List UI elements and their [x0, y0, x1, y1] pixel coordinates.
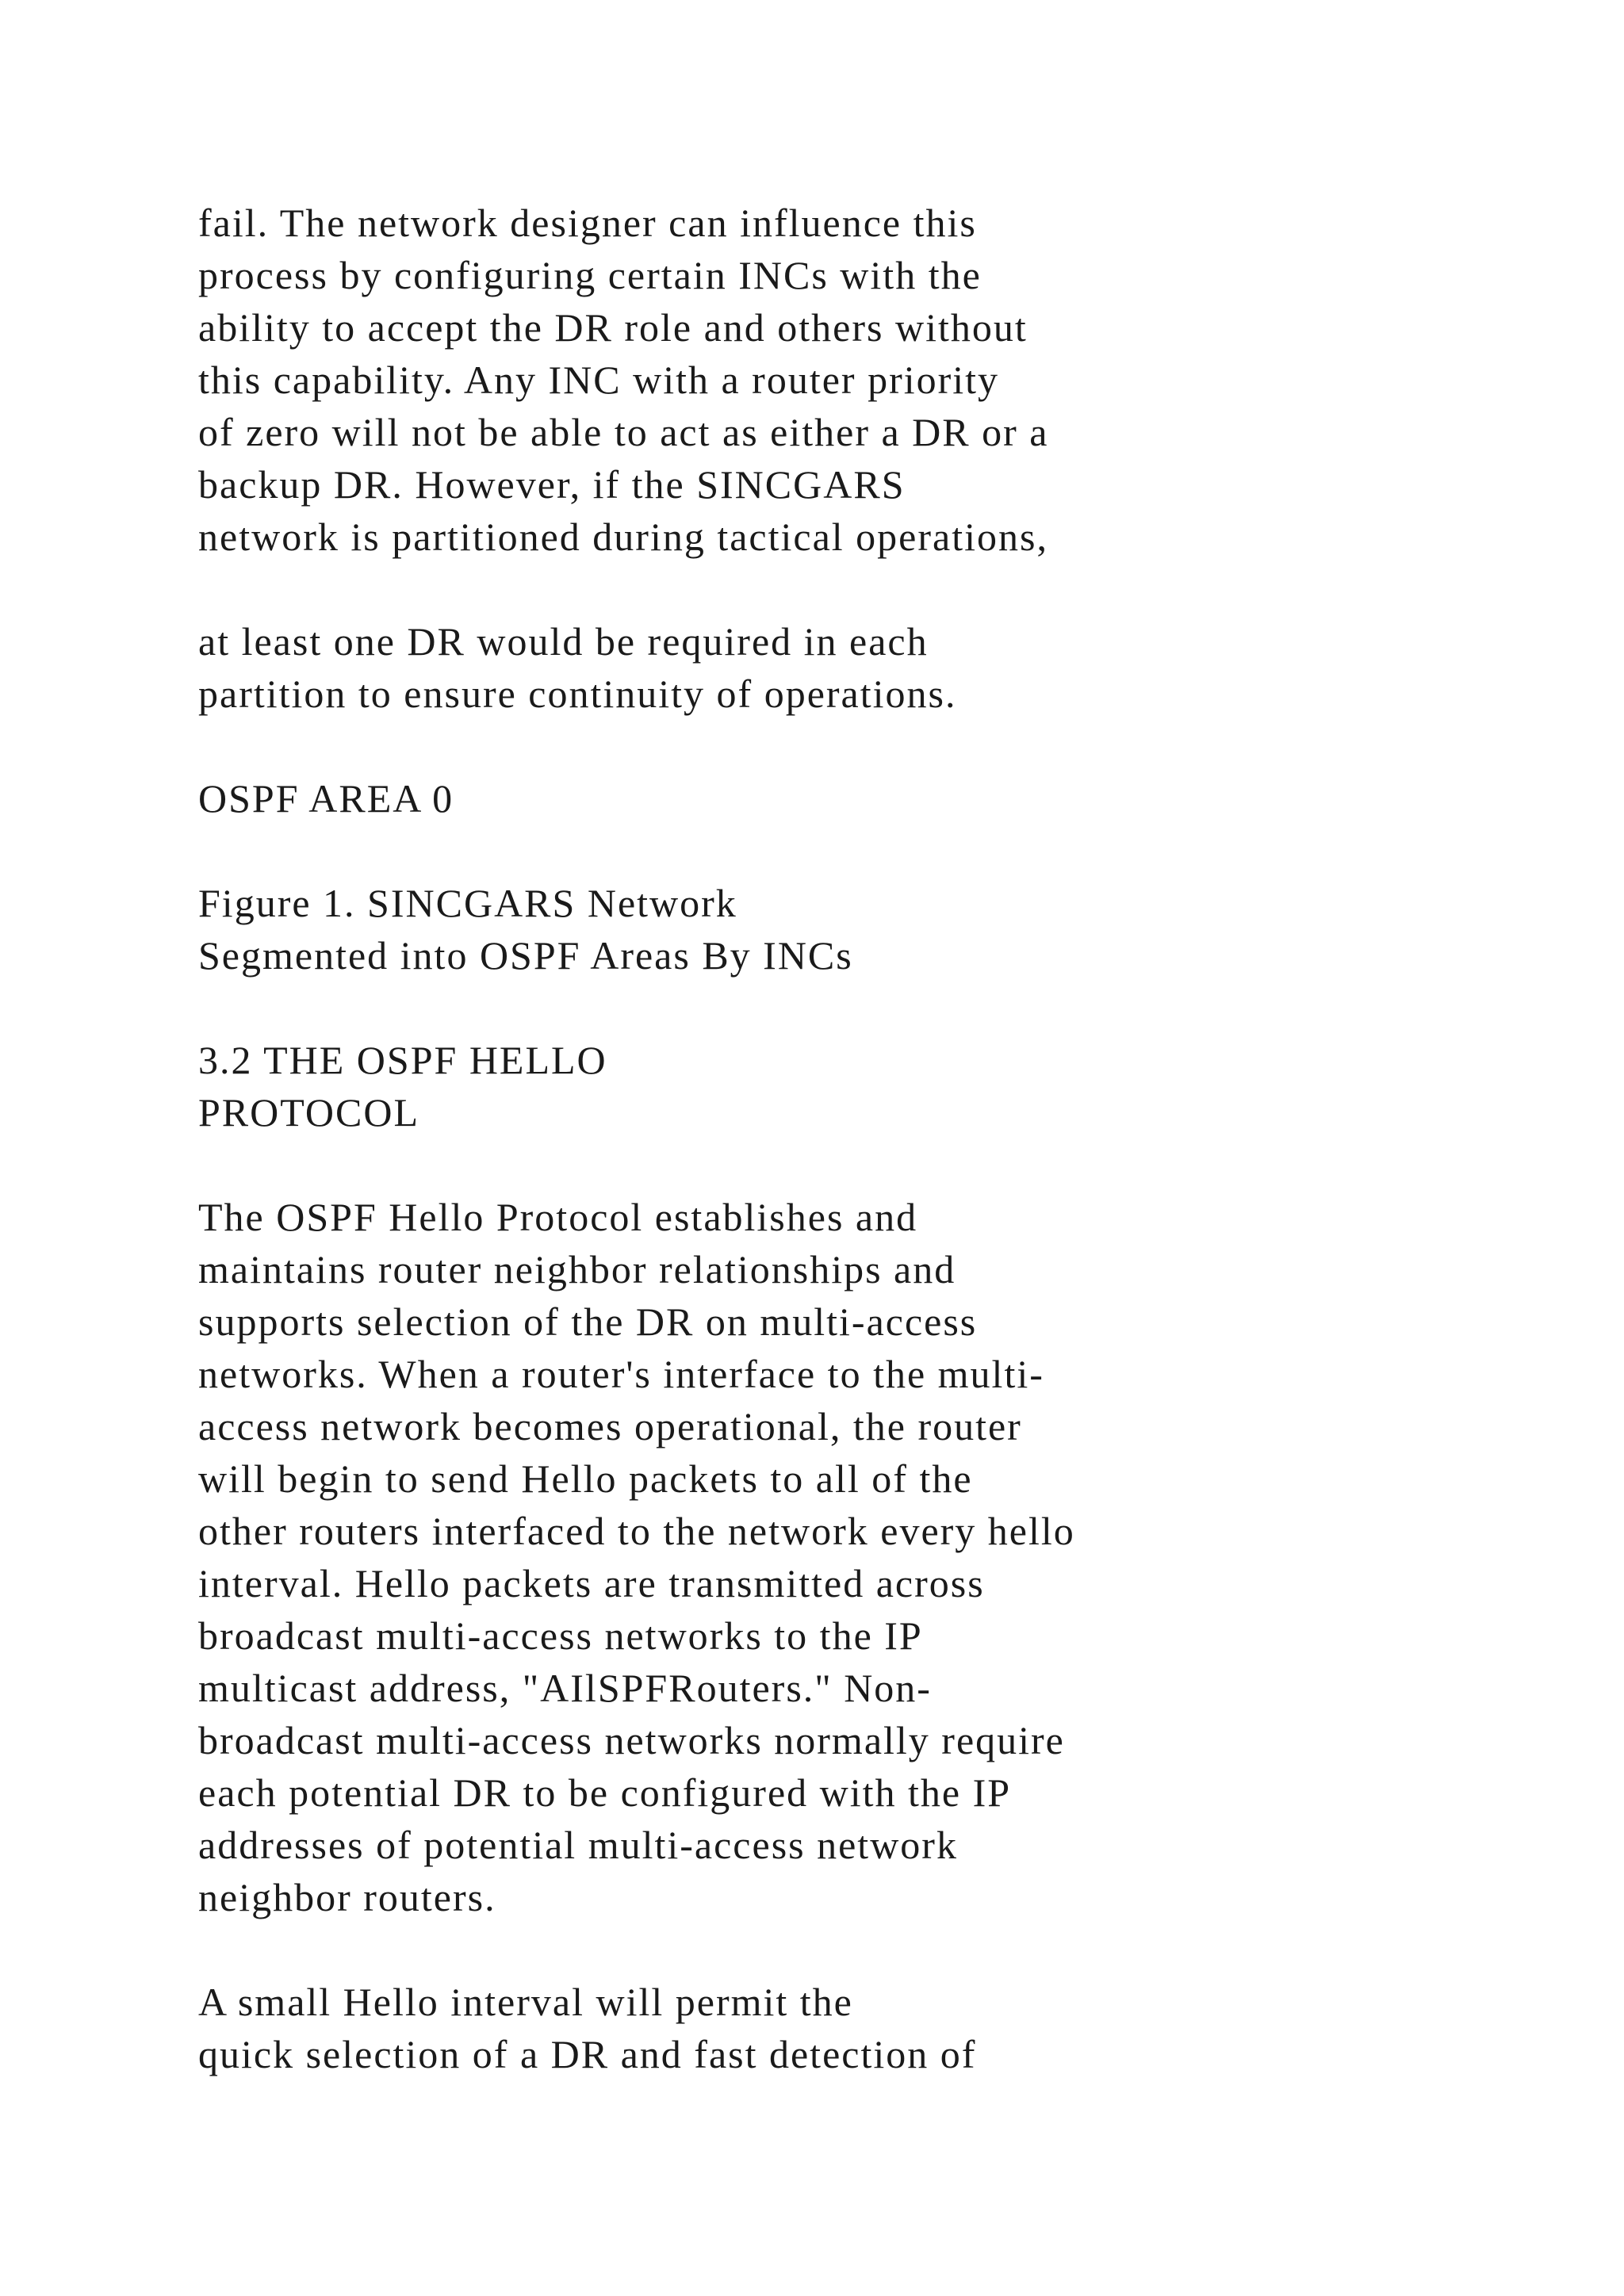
text-line: interval. Hello packets are transmitted across	[198, 1561, 985, 1605]
text-line: multicast address, "AIlSPFRouters." Non-	[198, 1666, 932, 1710]
text-line: quick selection of a DR and fast detection of	[198, 2032, 977, 2076]
text-line: networks. When a router's interface to the multi-	[198, 1352, 1044, 1396]
text-line: of zero will not be able to act as either a DR or a	[198, 410, 1049, 454]
text-line: network is partitioned during tactical operations,	[198, 515, 1048, 559]
text-line: maintains router neighbor relationships and	[198, 1247, 956, 1292]
text-line: OSPF AREA 0	[198, 776, 454, 821]
text-line: will begin to send Hello packets to all of the	[198, 1456, 973, 1501]
text-line: access network becomes operational, the router	[198, 1404, 1022, 1448]
figure-area-label	[198, 772, 1546, 825]
text-line: at least one DR would be required in each	[198, 619, 929, 664]
paragraph-hello-interval	[198, 1976, 1546, 2080]
text-line: other routers interfaced to the network every hello	[198, 1509, 1075, 1553]
text-line: Figure 1. SINCGARS Network	[198, 881, 737, 925]
section-heading	[198, 1034, 1546, 1138]
paragraph-partition	[198, 615, 1546, 720]
text-line: Segmented into OSPF Areas By INCs	[198, 933, 853, 978]
text-line: backup DR. However, if the SINCGARS	[198, 462, 906, 507]
text-line: neighbor routers.	[198, 1875, 496, 1919]
text-line: broadcast multi-access networks to the IP	[198, 1613, 923, 1658]
paragraph-hello-protocol	[198, 1191, 1546, 1923]
text-line: broadcast multi-access networks normally require	[198, 1718, 1065, 1762]
text-line: PROTOCOL	[198, 1090, 420, 1135]
text-line: fail. The network designer can influence this	[198, 201, 977, 245]
figure-caption	[198, 877, 1546, 982]
text-line: each potential DR to be configured with the IP	[198, 1770, 1012, 1815]
paragraph-dr-configuration	[198, 197, 1546, 563]
text-line: The OSPF Hello Protocol establishes and	[198, 1195, 918, 1239]
text-line: 3.2 THE OSPF HELLO	[198, 1038, 607, 1082]
text-column	[198, 197, 1546, 2133]
text-line: addresses of potential multi-access network	[198, 1823, 958, 1867]
text-line: this capability. Any INC with a router priority	[198, 358, 1000, 402]
text-line: partition to ensure continuity of operations.	[198, 672, 957, 716]
text-line: process by configuring certain INCs with the	[198, 253, 982, 297]
text-line: ability to accept the DR role and others without	[198, 305, 1028, 350]
text-line: A small Hello interval will permit the	[198, 1980, 853, 2024]
text-line: supports selection of the DR on multi-access	[198, 1299, 978, 1344]
